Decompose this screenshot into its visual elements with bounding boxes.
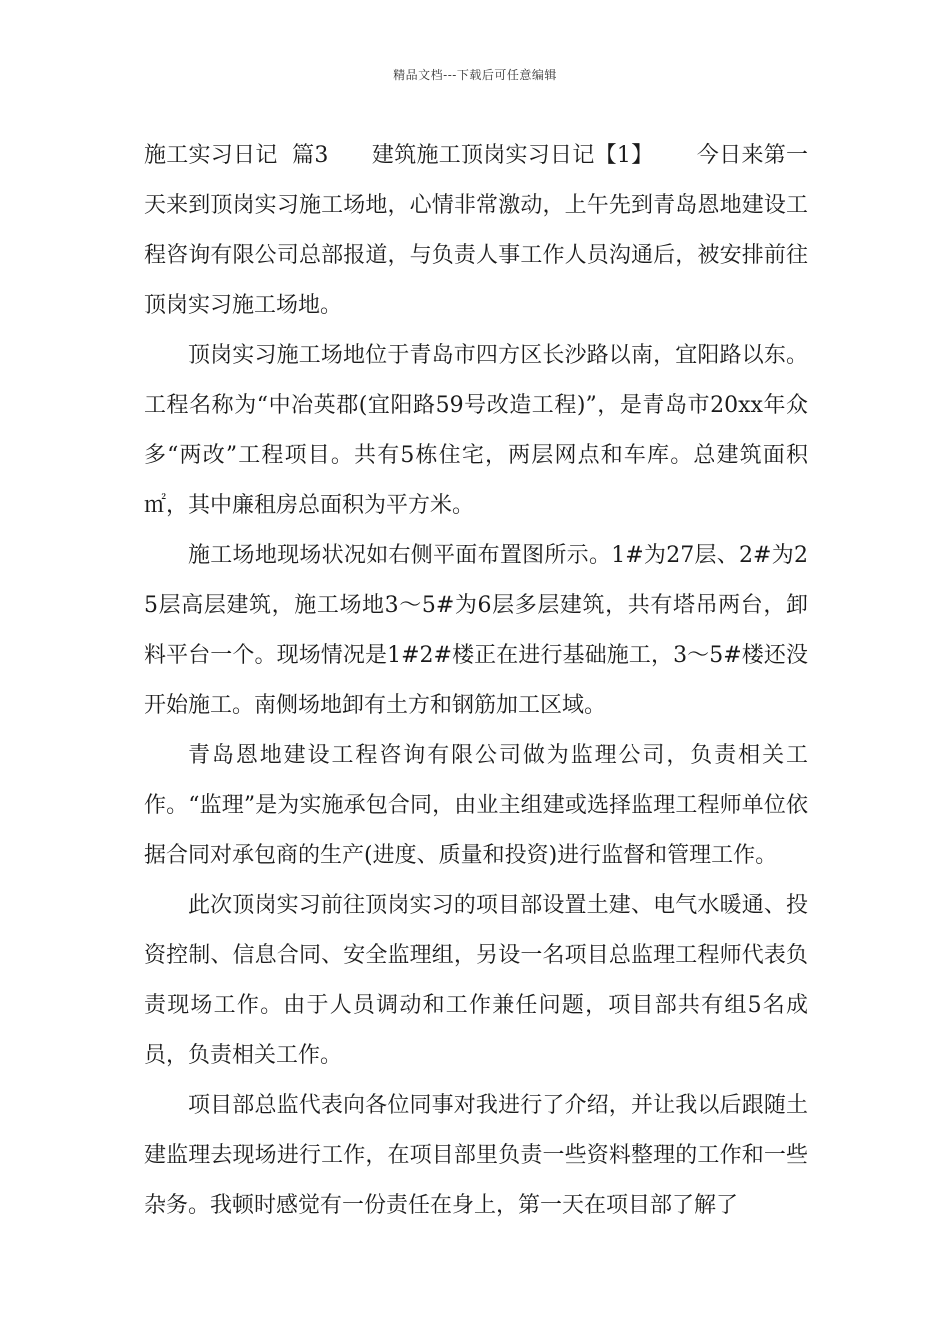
paragraph-project-department: 此次顶岗实习前往顶岗实习的项目部设置土建、电气水暖通、投资控制、信息合同、安全监理组，另设一名项目总监理工程师代表负责现场工作。由于人员调动和工作兼任问题，项目部共有组5名成员，负责相关工作。	[144, 893, 808, 1068]
paragraph-site-status: 施工场地现场状况如右侧平面布置图所示。1#为27层、2#为25层高层建筑，施工场地3～5#为6层多层建筑，共有塔吊两台，卸料平台一个。现场情况是1#2#楼正在进行基础施工，3～5#楼还没开始施工。南侧场地卸有土方和钢筋加工区域。	[144, 543, 808, 718]
paragraph-supervision-company: 青岛恩地建设工程咨询有限公司做为监理公司，负责相关工作。“监理”是为实施承包合同，由业主组建或选择监理工程师单位依据合同对承包商的生产(进度、质量和投资)进行监督和管理工作。	[144, 743, 808, 868]
paragraph-introduction: 项目部总监代表向各位同事对我进行了介绍，并让我以后跟随土建监理去现场进行工作，在项目部里负责一些资料整理的工作和一些杂务。我顿时感觉有一份责任在身上，第一天在项目部了解了	[144, 1093, 808, 1218]
paragraph-intro: 施工实习日记 篇3 建筑施工顶岗实习日记【1】 今日来第一天来到顶岗实习施工场地，心情非常激动，上午先到青岛恩地建设工程咨询有限公司总部报道，与负责人事工作人员沟通后，被安排前往顶岗实习施工场地。	[144, 143, 808, 318]
page-header: 精品文档---下载后可任意编辑	[393, 68, 557, 82]
paragraph-site-location: 顶岗实习施工场地位于青岛市四方区长沙路以南，宜阳路以东。工程名称为“中冶英郡(宜阳路59号改造工程)”，是青岛市20xx年众多“两改”工程项目。共有5栋住宅，两层网点和车库。总建筑面积㎡，其中廉租房总面积为平方米。	[144, 343, 808, 518]
document-body	[144, 131, 808, 1231]
